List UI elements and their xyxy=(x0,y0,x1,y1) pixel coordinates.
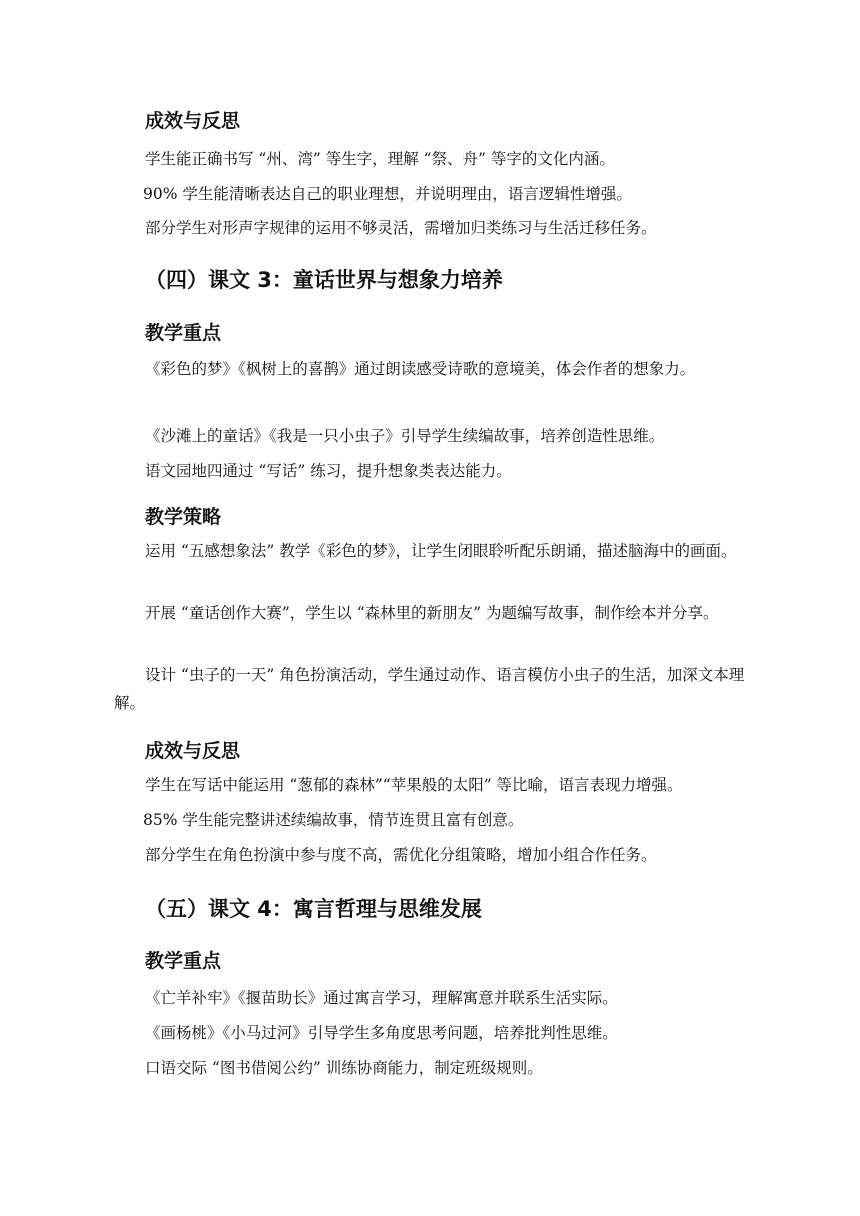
paragraph: 90% 学生能清晰表达自己的职业理想，并说明理由，语言逻辑性增强。 xyxy=(143,185,632,203)
paragraph-wrapped: 开展 “童话创作大赛”，学生以 “森林里的新朋友” 为题编写故事，制作绘本并分享。 xyxy=(145,604,719,622)
section-heading-results: 成效与反思 xyxy=(145,740,241,762)
paragraph: 学生能正确书写 “州、湾” 等生字，理解 “祭、舟” 等字的文化内涵。 xyxy=(145,150,615,168)
paragraph: 学生在写话中能运用 “葱郁的森林”“苹果般的太阳” 等比喻，语言表现力增强。 xyxy=(145,776,683,794)
section-title-lesson-3: （四）课文 3：童话世界与想象力培养 xyxy=(145,268,503,292)
paragraph-wrapped xyxy=(145,355,757,383)
paragraph: 部分学生对形声字规律的运用不够灵活，需增加归类练习与生活迁移任务。 xyxy=(145,219,657,237)
paragraph: 语文园地四通过 “写话” 练习，提升想象类表达能力。 xyxy=(145,462,512,480)
section-heading-focus: 教学重点 xyxy=(145,950,222,972)
section-heading-focus: 教学重点 xyxy=(145,322,222,344)
paragraph: 口语交际 “图书借阅公约” 训练协商能力，制定班级规则。 xyxy=(145,1059,543,1077)
paragraph: 《沙滩上的童话》《我是一只小虫子》引导学生续编故事，培养创造性思维。 xyxy=(145,427,665,445)
paragraph-wrapped: 设计 “虫子的一天” 角色扮演活动，学生通过动作、语言模仿小虫子的生活，加深文本理解。 xyxy=(114,666,745,712)
section-heading-strategy: 教学策略 xyxy=(145,506,222,528)
paragraph: 《画杨桃》《小马过河》引导学生多角度思考问题，培养批判性思维。 xyxy=(145,1024,618,1042)
paragraph-text: 《彩色的梦》《枫树上的喜鹊》通过朗读感受诗歌的意境美，体会作者的想象力。 xyxy=(145,360,696,378)
paragraph: 85% 学生能完整讲述续编故事，情节连贯且富有创意。 xyxy=(143,811,524,829)
paragraph: 部分学生在角色扮演中参与度不高，需优化分组策略，增加小组合作任务。 xyxy=(145,846,657,864)
section-title-lesson-4: （五）课文 4：寓言哲理与思维发展 xyxy=(145,897,482,921)
paragraph-wrapped: 运用 “五感想象法” 教学《彩色的梦》，让学生闭眼聆听配乐朗诵，描述脑海中的画面。 xyxy=(145,542,737,560)
section-heading-results: 成效与反思 xyxy=(145,110,241,132)
paragraph: 《亡羊补牢》《揠苗助长》通过寓言学习，理解寓意并联系生活实际。 xyxy=(145,989,618,1007)
